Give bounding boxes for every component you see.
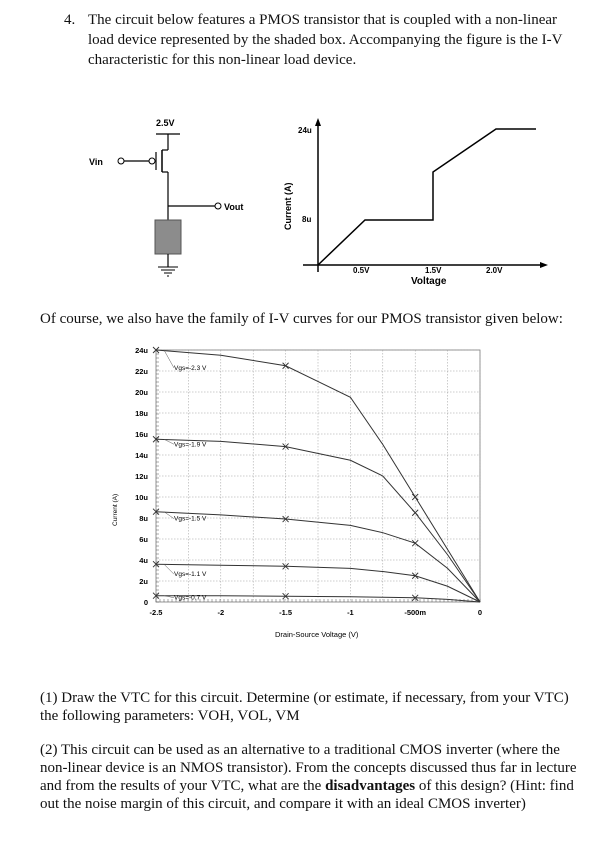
y-tick-label: 12u [135,472,148,481]
y-tick-labels [135,346,148,607]
load-chart-ytick-24u: 24u [298,126,312,135]
part2-bold-term: disadvantages [325,778,416,794]
load-iv-chart [278,112,553,292]
load-chart-ytick-8u: 8u [302,215,312,224]
chart-ylabel: Current (A) [112,493,119,526]
load-chart-xtick-1.5v: 1.5V [425,266,442,275]
y-tick-label: 18u [135,409,148,418]
y-tick-label: 8u [139,514,148,523]
question-line-1: The circuit below features a PMOS transistor that is coupled with a non-linear [88,12,558,28]
series-label-leader [164,350,174,368]
series-label: Vgs=-2.3 V [174,365,207,372]
part2-text-after: of this design? (Hint: find out the noise margin of this circuit, and compare it with an ideal CMOS inverter) [40,778,574,812]
y-tick-label: 14u [135,451,148,460]
y-tick-label: 10u [135,493,148,502]
part2-text [40,741,585,813]
series-label: Vgs=-0.7 V [174,594,207,602]
y-tick-label: 16u [135,430,148,439]
supply-label: 2.5V [156,118,175,128]
y-tick-label: 6u [139,535,148,544]
pmos-iv-family-chart [100,338,495,643]
x-tick-label: -1 [347,608,354,617]
load-chart-xlabel: Voltage [411,276,447,287]
pmos-gate-bubble [149,158,155,164]
x-tick-label: -2.5 [149,608,163,617]
ground-icon [158,267,178,276]
part2-text-before: (2) This circuit can be used as an alternative to a traditional CMOS inverter (where the non-linear device is an NMOS transistor). From the concepts discussed thus far in lecture and from the results of your VTC, what are the [40,742,577,794]
series-label: Vgs=-1.1 V [174,571,207,579]
series-label-leader [164,564,174,574]
x-tick-label: -500m [404,608,427,617]
x-tick-label: -1.5 [279,608,293,617]
x-tick-label: 0 [477,608,483,617]
pmos-circuit-diagram [80,110,290,295]
vin-terminal [118,158,124,164]
vout-label: Vout [224,202,244,212]
x-tick-label: -2 [217,608,225,617]
part1-text: (1) Draw the VTC for this circuit. Determine (or estimate, if necessary, from your VTC) the following parameters: VOH, VOL, VM [40,690,569,724]
y-tick-label: 22u [135,367,148,376]
load-chart-ylabel: Current (A) [283,182,293,230]
load-iv-curve [318,129,536,265]
load-chart-xtick-0.5v: 0.5V [353,266,370,275]
y-tick-label: 2u [139,577,148,586]
vin-label: Vin [89,157,103,167]
series-marker [412,510,418,516]
load-chart-xtick-2.0v: 2.0V [486,266,503,275]
plot-grid [156,350,480,602]
vout-terminal [215,203,221,209]
series-label: Vgs=-1.9 V [174,441,207,449]
question-line-3: characteristic for this non-linear load device. [88,52,357,68]
x-tick-labels [150,608,483,617]
y-tick-label: 0 [143,598,148,607]
y-tick-label: 24u [135,346,148,355]
series-curves [153,347,480,602]
y-tick-label: 4u [139,556,148,565]
question-number: 4. [64,12,76,28]
series-label: Vgs=-1.5 V [174,515,207,523]
y-tick-label: 20u [135,388,148,397]
chart-xlabel: Drain-Source Voltage (V) [275,630,359,639]
question-line-2: load device represented by the shaded box. Accompanying the figure is the I-V [88,32,563,48]
nonlinear-load-box [155,220,181,254]
family-intro-text: Of course, we also have the family of I-V curves for our PMOS transistor given below: [40,311,563,327]
